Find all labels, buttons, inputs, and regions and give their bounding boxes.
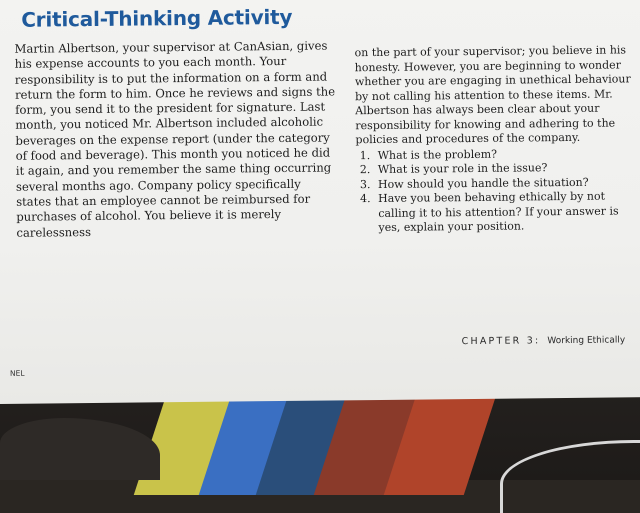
body-text-left: Martin Albertson, your supervisor at CanAsian, gives his expense accounts to you each month. Your responsibility is to put the information on a form and return the form to him. Once he reviews and signs the form, you send it to the president for signature. Last month, you noticed Mr. Albertson included alcoholic beverages on the expense report (under the category of food and beverage). This month you noticed he did it again, and you remember the same thing occurring several months ago. Company policy specifically states that an employee cannot be reimbursed for purchases of alcohol. You believe it is merely carelessness [14, 38, 336, 240]
body-text-right: on the part of your supervisor; you believe in his honesty. However, you are beginning to wonder whether you are engaging in unethical behaviour by not calling his attention to these items. Mr. Albertson has always been clear about your responsibility for knowing and adhering to the policies and procedures of the company. [354, 43, 631, 147]
question-text: What is your role in the issue? [377, 161, 548, 176]
activity-title: Critical-Thinking Activity [21, 4, 293, 32]
dark-object [0, 418, 160, 480]
question-number: 2. [359, 163, 371, 177]
question-number: 3. [359, 177, 371, 191]
question-number: 4. [360, 192, 371, 206]
question-text: How should you handle the situation? [377, 175, 589, 191]
question-item [356, 189, 640, 235]
question-number: 1. [359, 148, 371, 162]
right-column [355, 43, 640, 235]
footer-chapter-title: Working Ethically [547, 335, 626, 347]
white-cable [500, 440, 640, 513]
publisher-mark: NEL [9, 368, 25, 378]
question-list [356, 146, 640, 236]
running-footer [462, 334, 626, 347]
footer-chapter: CHAPTER 3: [461, 335, 541, 348]
question-text: Have you been behaving ethically by not calling it to his attention? If your answer is yes, explain your position. [378, 189, 619, 234]
question-text: What is the problem? [377, 147, 498, 162]
